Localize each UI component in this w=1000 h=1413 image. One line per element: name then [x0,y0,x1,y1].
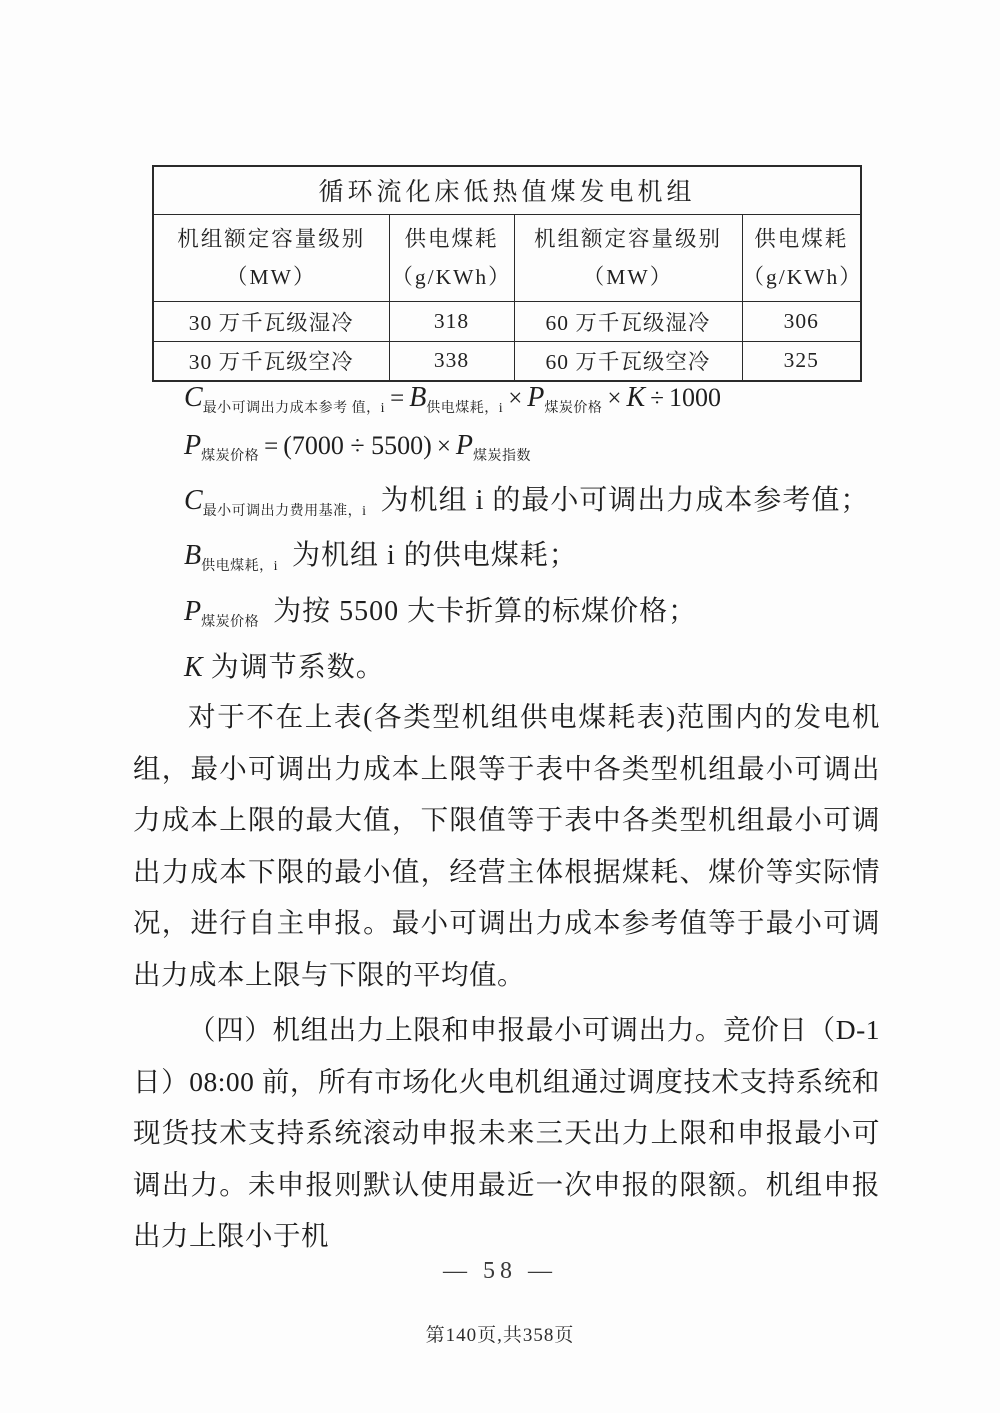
definition-text: 为调节系数。 [210,652,385,683]
header-coal-unit: （g/KWh） [391,264,512,289]
definition-line-coal-consumption [184,533,578,575]
multiply-operator: × [508,385,523,412]
header-coal-label: 供电煤耗 [754,226,849,251]
divide-operator: ÷ [650,385,664,412]
table-header-cell [389,214,514,301]
table-cell: 60 万千瓦级湿冷 [514,301,742,341]
page-number: — 58 — [443,1258,557,1284]
table-cell: 30 万千瓦级空冷 [153,341,389,381]
table-cell: 338 [389,341,514,381]
formula-variable: K [184,652,203,683]
definition-line-coal-price [184,589,697,631]
formula-number: 1000 [668,383,721,412]
formula-variable: P [455,430,474,461]
formula-variable: B [409,382,427,413]
formula-subscript: 最小可调出力费用基准，i [202,504,367,519]
definition-text: 为机组 i 的最小可调出力成本参考值； [380,485,870,516]
formula-variable: P [184,596,202,627]
header-coal-unit: （g/KWh） [742,264,863,289]
formula-subscript: 煤炭价格 [544,401,603,416]
formula-subscript: 供电煤耗，i [201,559,278,574]
footer-page-info: 第140页,共358页 [425,1325,575,1346]
formula-variable: P [527,382,545,413]
definition-line-cost-reference [184,478,869,520]
table-row [153,301,861,341]
table-title: 循环流化床低热值煤发电机组 [153,166,861,214]
formula-min-adjustable-output-cost [184,382,721,417]
multiply-operator: × [436,433,451,460]
body-paragraph: 对于不在上表(各类型机组供电煤耗表)范围内的发电机组，最小可调出力成本上限等于表中各类型机组最小可调出力成本上限的最大值，下限值等于表中各类型机组最小可调出力成本下限的最小值，经营主体根据煤耗、煤价等实际情况，进行自主申报。最小可调出力成本参考值等于最小可调出力成本上限与下限的平均值。 [133,701,880,990]
header-capacity-unit: （MW） [582,264,674,289]
coal-consumption-table [152,165,863,382]
table-cell: 60 万千瓦级空冷 [514,341,742,381]
table-cell: 306 [742,301,861,341]
multiply-operator: × [607,385,622,412]
formula-subscript: 供电煤耗，i [426,401,504,416]
formula-variable: P [184,430,202,461]
table-header-cell [153,214,389,301]
table-header-cell [742,214,861,301]
formula-variable: C [184,485,203,516]
table-header-row [153,214,861,301]
definition-text: 为机组 i 的供电煤耗； [292,540,578,571]
formula-subscript: 最小可调出力成本参考 值，i [202,401,386,416]
equals-operator: = [264,433,279,460]
body-paragraph: （四）机组出力上限和申报最小可调出力。竞价日（D-1 日）08:00 前，所有市场化火电机组通过调度技术支持系统和现货技术支持系统滚动申报未来三天出力上限和申报最小可调出力。未申报则默认使用最近一次申报的限额。机组申报出力上限小于机 [133,1014,880,1251]
formula-subscript: 煤炭价格 [201,449,260,464]
formula-variable: B [184,540,202,571]
table-cell: 30 万千瓦级湿冷 [153,301,389,341]
definition-text: 为按 5500 大卡折算的标煤价格； [273,596,698,627]
formula-expression: (7000 ÷ 5500) [283,431,432,460]
formula-variable: K [626,382,646,413]
formula-subscript: 煤炭指数 [473,449,532,464]
header-capacity-label: 机组额定容量级别 [533,226,722,251]
header-capacity-unit: （MW） [226,264,317,289]
table-cell: 318 [389,301,514,341]
equals-operator: = [390,385,405,412]
formula-coal-price [184,430,531,465]
table-row [153,341,861,381]
definition-line-adjustment-coefficient [184,645,385,685]
table-cell: 325 [742,341,861,381]
header-capacity-label: 机组额定容量级别 [177,226,366,251]
formula-variable: C [184,382,203,413]
formula-subscript: 煤炭价格 [201,615,260,630]
table-header-cell [514,214,742,301]
header-coal-label: 供电煤耗 [404,226,499,251]
